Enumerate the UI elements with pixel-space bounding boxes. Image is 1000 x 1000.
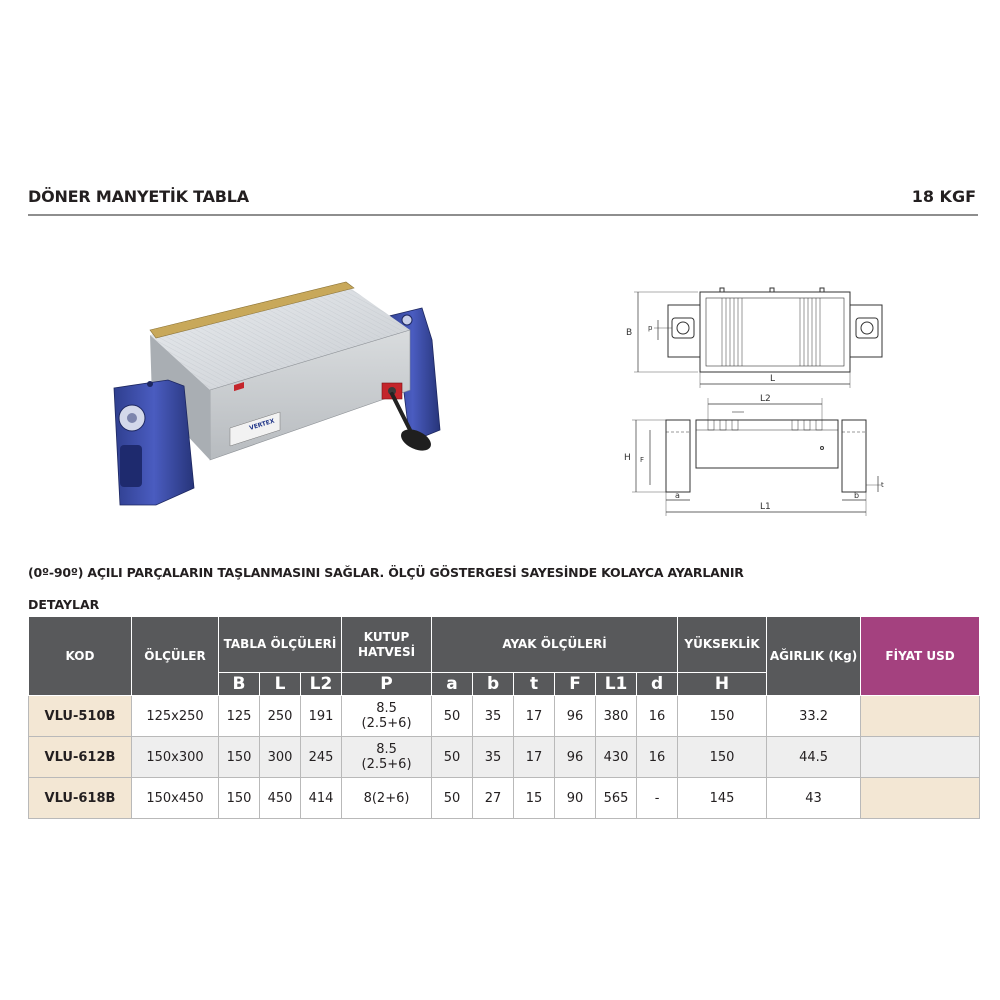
cell-d: - (637, 778, 678, 819)
table-header-row (29, 617, 980, 673)
dim-label-l1: L1 (760, 502, 771, 512)
subcol-p: P (342, 673, 432, 696)
cell-p-main: 8.5 (376, 742, 397, 757)
dim-label-b: B (626, 328, 633, 338)
col-olculer: ÖLÇÜLER (132, 617, 219, 696)
cell-kod: VLU-510B (29, 696, 132, 737)
subcol-l: L (260, 673, 301, 696)
cell-a: 50 (432, 778, 473, 819)
cell-h: 150 (678, 737, 767, 778)
subcol-b: B (219, 673, 260, 696)
cell-l2: 191 (301, 696, 342, 737)
cell-f: 96 (555, 696, 596, 737)
subcol-l1: L1 (596, 673, 637, 696)
cell-kod: VLU-612B (29, 737, 132, 778)
cell-b: 125 (219, 696, 260, 737)
subcol-b-foot: b (473, 673, 514, 696)
cell-l1: 380 (596, 696, 637, 737)
cell-l2: 245 (301, 737, 342, 778)
col-ayak-olculeri: AYAK ÖLÇÜLERİ (432, 617, 678, 673)
cell-fiyat (861, 696, 980, 737)
cell-h: 150 (678, 696, 767, 737)
dim-label-p: p (648, 324, 653, 332)
page-title: DÖNER MANYETİK TABLA (28, 187, 249, 206)
cell-p: 8(2+6) (342, 778, 432, 819)
dim-label-l: L (770, 374, 776, 384)
subcol-f: F (555, 673, 596, 696)
col-yukseklik: YÜKSEKLİK (678, 617, 767, 673)
cell-olculer: 150x450 (132, 778, 219, 819)
cell-a: 50 (432, 696, 473, 737)
cell-l: 450 (260, 778, 301, 819)
cell-l: 300 (260, 737, 301, 778)
cell-l1: 430 (596, 737, 637, 778)
cell-f: 96 (555, 737, 596, 778)
cell-fiyat (861, 778, 980, 819)
table-row (29, 696, 980, 737)
cell-fiyat (861, 737, 980, 778)
cell-b: 150 (219, 778, 260, 819)
subcol-d: d (637, 673, 678, 696)
details-heading: DETAYLAR (28, 597, 100, 612)
cell-l: 250 (260, 696, 301, 737)
cell-t: 17 (514, 696, 555, 737)
cell-b: 150 (219, 737, 260, 778)
title-divider (28, 214, 978, 216)
col-fiyat: FİYAT USD (861, 617, 980, 696)
cell-agirlik: 33.2 (767, 696, 861, 737)
cell-p-detail: (2.5+6) (361, 716, 412, 731)
product-description: (0º-90º) AÇILI PARÇALARIN TAŞLANMASINI SAĞLAR. ÖLÇÜ GÖSTERGESİ SAYESİNDE KOLAYCA AYARLANIR (28, 565, 744, 580)
cell-p-detail: (2.5+6) (361, 757, 412, 772)
cell-d: 16 (637, 737, 678, 778)
cell-agirlik: 44.5 (767, 737, 861, 778)
col-kutup-hatvesi: KUTUP HATVESİ (342, 617, 432, 673)
cell-d: 16 (637, 696, 678, 737)
subcol-a: a (432, 673, 473, 696)
cell-t: 15 (514, 778, 555, 819)
brand-label: VERTEX (248, 417, 276, 432)
cell-f: 90 (555, 778, 596, 819)
table-row (29, 737, 980, 778)
spec-table (28, 616, 980, 819)
cell-olculer: 125x250 (132, 696, 219, 737)
subcol-t: t (514, 673, 555, 696)
cell-l1: 565 (596, 778, 637, 819)
cell-kod: VLU-618B (29, 778, 132, 819)
col-agirlik: AĞIRLIK (Kg) (767, 617, 861, 696)
cell-a: 50 (432, 737, 473, 778)
cell-b-foot: 35 (473, 737, 514, 778)
table-row (29, 778, 980, 819)
subcol-l2: L2 (301, 673, 342, 696)
cell-t: 17 (514, 737, 555, 778)
dim-label-b-foot: b (854, 491, 860, 500)
dim-label-f: F (640, 456, 645, 464)
cell-olculer: 150x300 (132, 737, 219, 778)
technical-drawing (610, 280, 980, 520)
page-subtitle: 18 KGF (911, 187, 976, 206)
dim-label-a: a (675, 491, 680, 500)
cell-p (342, 696, 432, 737)
cell-agirlik: 43 (767, 778, 861, 819)
cell-l2: 414 (301, 778, 342, 819)
col-kod: KOD (29, 617, 132, 696)
cell-b-foot: 27 (473, 778, 514, 819)
dim-label-l2: L2 (760, 394, 771, 404)
cell-p (342, 737, 432, 778)
col-tabla-olculeri: TABLA ÖLÇÜLERİ (219, 617, 342, 673)
subcol-h: H (678, 673, 767, 696)
product-photo (110, 280, 470, 510)
dim-label-t: t (881, 481, 884, 489)
cell-b-foot: 35 (473, 696, 514, 737)
dim-label-h: H (624, 453, 631, 463)
cell-p-main: 8.5 (376, 701, 397, 716)
cell-h: 145 (678, 778, 767, 819)
